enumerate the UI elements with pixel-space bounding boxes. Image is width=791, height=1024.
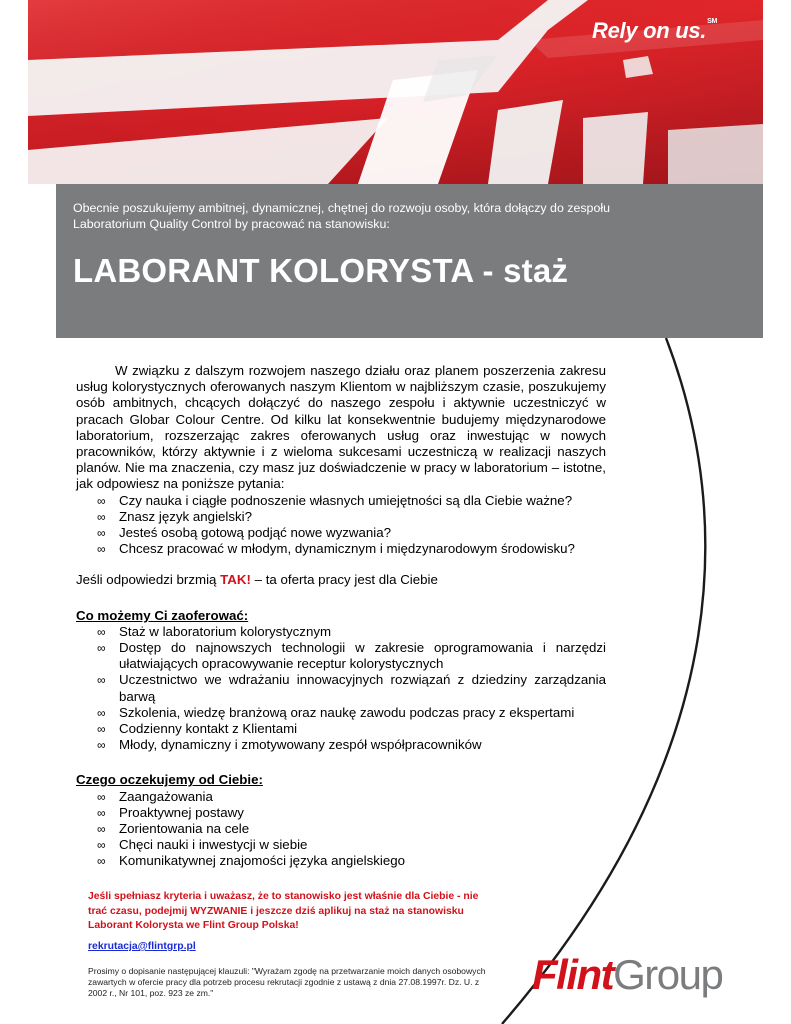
tagline — [592, 18, 717, 44]
list-item-text: Proaktywnej postawy — [119, 804, 244, 820]
call-to-action: Jeśli spełniasz kryteria i uważasz, że to stanowisko jest właśnie dla Ciebie - nie trać czasu, podejmij WYZWANIE i jeszcze dziś aplikuj na staż na stanowisku Laborant Kolorysta we Flint Group Polska! — [88, 891, 479, 932]
list-item — [76, 493, 606, 509]
offer-list — [76, 624, 606, 754]
bullet-icon: ∞ — [97, 641, 106, 656]
list-item-text: Znasz język angielski? — [119, 508, 253, 524]
list-item-text: Zaangażowania — [119, 788, 213, 804]
list-item — [76, 837, 606, 853]
list-item — [76, 821, 606, 837]
list-item-text: Zorientowania na cele — [119, 821, 250, 837]
answer-suffix: – ta oferta pracy jest dla Ciebie — [250, 572, 438, 588]
list-item-text: Dostęp do najnowszych technologii w zakresie oprogramowania i narzędzi ułatwiających opracowywanie receptur kolorystycznych — [119, 640, 606, 672]
answer-line — [76, 572, 606, 588]
list-item-text: Szkolenia, wiedzę branżową oraz naukę zawodu podczas pracy z ekspertami — [119, 704, 575, 720]
tagline-text: Rely on us. — [592, 18, 707, 43]
bullet-icon: ∞ — [97, 673, 106, 688]
list-item-text: Jesteś osobą gotową podjąć nowe wyzwania? — [119, 525, 392, 541]
bullet-icon: ∞ — [97, 838, 106, 853]
list-item-text: Młody, dynamiczny i zmotywowany zespół współpracowników — [119, 737, 482, 753]
service-mark: SM — [707, 18, 717, 25]
expect-list — [76, 789, 606, 870]
bullet-icon: ∞ — [97, 705, 106, 720]
bullet-icon: ∞ — [97, 509, 106, 524]
bullet-icon: ∞ — [97, 722, 106, 737]
consent-clause: Prosimy o dopisanie następującej klauzuli: "Wyrażam zgodę na przetwarzanie moich danych osobowych zawartych w ofercie pracy dla potrzeb procesu rekrutacji zgodnie z ustawą z dnia 27.08.1997r. Dz. U. z 2002 r., Nr 101, poz. 923 ze zm." — [88, 966, 486, 999]
bullet-icon: ∞ — [97, 854, 106, 869]
list-item — [76, 789, 606, 805]
logo-part-group: Group — [613, 951, 723, 998]
list-item-text: Codzienny kontakt z Klientami — [119, 721, 298, 737]
intro-paragraph: W związku z dalszym rozwojem naszego działu oraz planem poszerzenia zakresu usług kolorystycznych oferowanych naszym Klientom w najbliższym czasie, poszukujemy osób ambitnych, chcących dołączyć do naszego zespołu i aktywnie uczestniczyć w pracach Globar Colour Centre. Od kilku lat konsekwentnie budujemy międzynarodowe laboratorium, rozszerzając zakres oferowanych usług oraz inwestując w nowych pracowników, którzy aktywnie i z wieloma sukcesami uczestniczą w realizacji naszych planów. Nie ma znaczenia, czy masz juz doświadczenie w pracy w laboratorium – istotne, jak odpowiesz na poniższe pytania: — [76, 363, 606, 492]
bullet-icon: ∞ — [97, 542, 106, 557]
list-item-text: Uczestnictwo we wdrażaniu innowacyjnych rozwiązań z dziedziny zarządzania barwą — [119, 672, 606, 704]
job-title: LABORANT KOLORYSTA - staż — [73, 252, 569, 289]
list-item — [76, 705, 606, 721]
bullet-icon: ∞ — [97, 526, 106, 541]
list-item-text: Chęci nauki i inwestycji w siebie — [119, 837, 308, 853]
email-link[interactable]: rekrutacja@flintgrp.pl — [88, 941, 196, 952]
list-item — [76, 853, 606, 869]
answer-prefix: Jeśli odpowiedzi brzmią — [76, 572, 221, 588]
title-band — [56, 184, 763, 338]
list-item-text: Chcesz pracować w młodym, dynamicznym i międzynarodowym środowisku? — [119, 541, 575, 557]
bullet-icon: ∞ — [97, 805, 106, 820]
bullet-icon: ∞ — [97, 493, 106, 508]
list-item — [76, 805, 606, 821]
answer-tak: TAK! — [220, 572, 251, 588]
bullet-icon: ∞ — [97, 789, 106, 804]
main-content — [76, 363, 606, 870]
bullet-icon: ∞ — [97, 738, 106, 753]
header-photo — [28, 0, 763, 184]
list-item — [76, 525, 606, 541]
list-item — [76, 640, 606, 672]
list-item — [76, 541, 606, 557]
intro-text: Obecnie poszukujemy ambitnej, dynamicznej, chętnej do rozwoju osoby, która dołączy do zespołu Laboratorium Quality Control by pracować na stanowisku: — [73, 201, 610, 231]
bullet-icon: ∞ — [97, 822, 106, 837]
list-item-text: Czy nauka i ciągłe podnoszenie własnych umiejętności są dla Ciebie ważne? — [119, 492, 573, 508]
list-item — [76, 624, 606, 640]
list-item — [76, 737, 606, 753]
logo-part-flint: Flint — [532, 951, 614, 998]
list-item-text: Staż w laboratorium kolorystycznym — [119, 623, 332, 639]
list-item-text: Komunikatywnej znajomości języka angielskiego — [119, 853, 406, 869]
question-list — [76, 493, 606, 558]
list-item — [76, 672, 606, 704]
list-item — [76, 721, 606, 737]
offer-heading: Co możemy Ci zaoferować: — [76, 607, 249, 623]
bullet-icon: ∞ — [97, 624, 106, 639]
expect-heading: Czego oczekujemy od Ciebie: — [76, 772, 263, 788]
list-item — [76, 509, 606, 525]
flint-group-logo — [532, 951, 722, 999]
